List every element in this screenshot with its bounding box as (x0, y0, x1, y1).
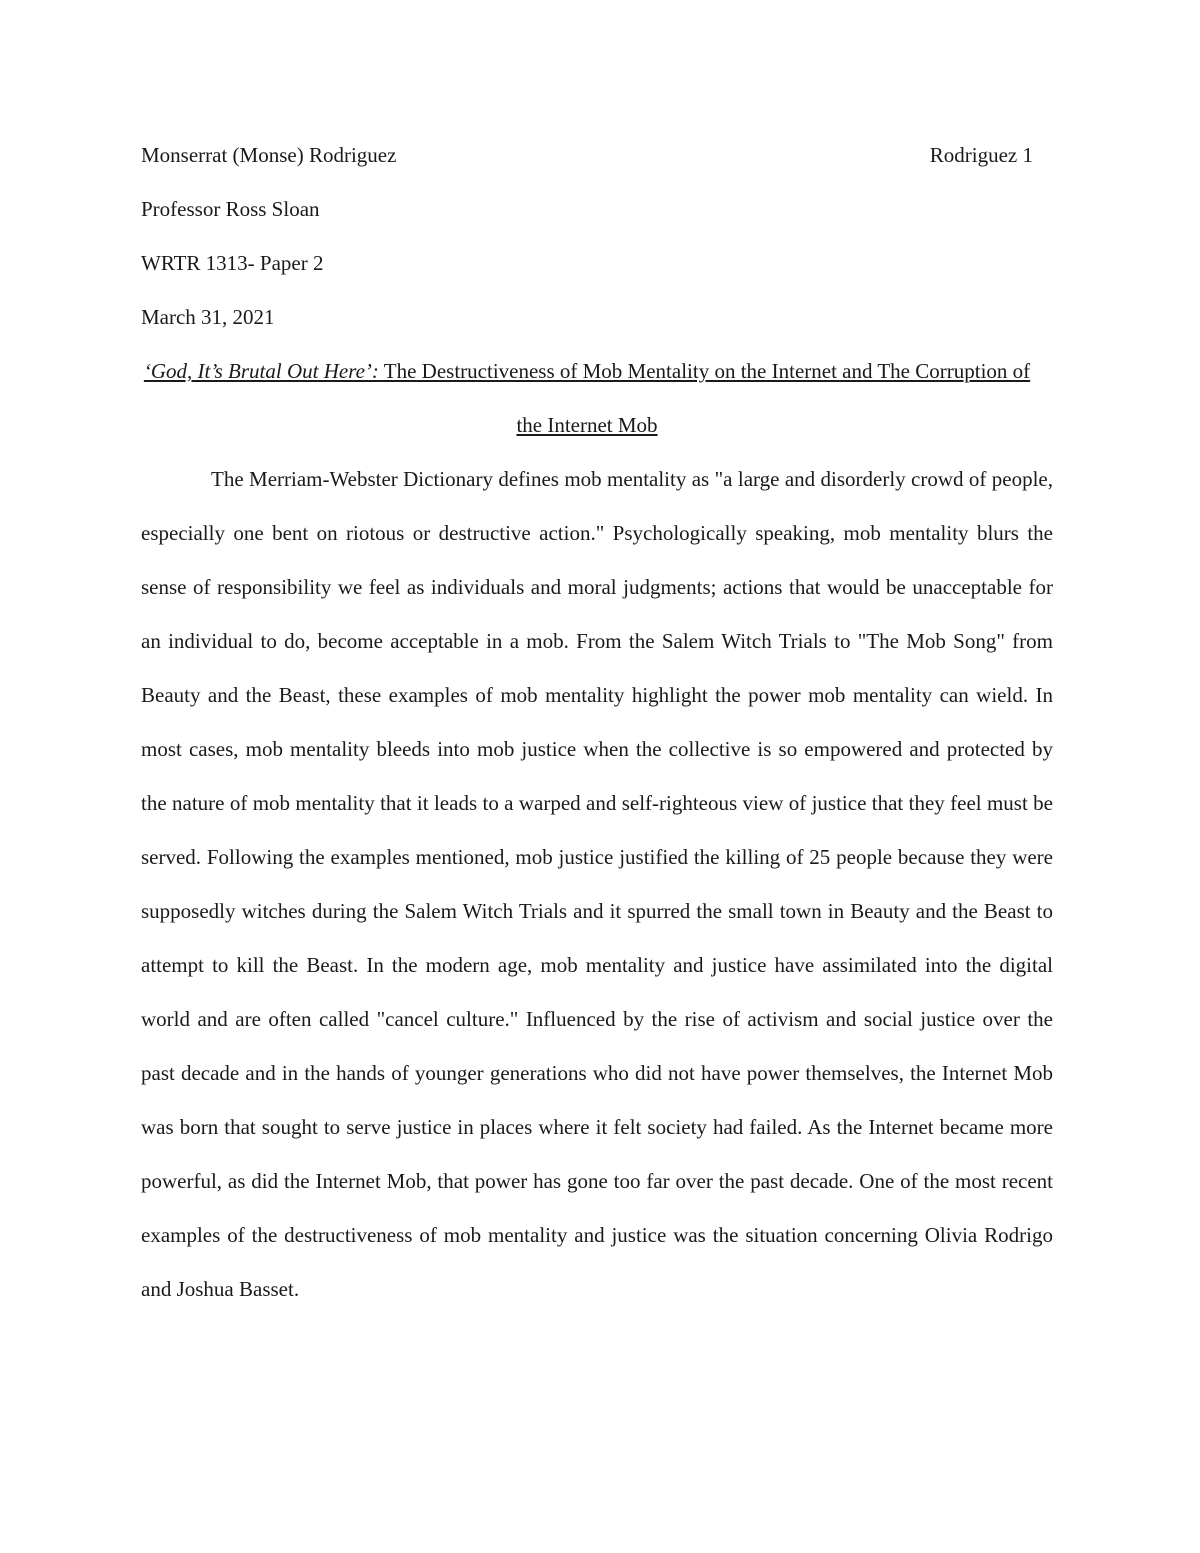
paper-title (141, 344, 1033, 452)
professor-name: Professor Ross Sloan (141, 197, 320, 221)
author-name: Monserrat (Monse) Rodriguez (141, 143, 397, 167)
body-paragraph: The Merriam-Webster Dictionary defines mob mentality as "a large and disorderly crowd of people, especially one bent on riotous or destructive action." Psychologically speaking, mob mentality blurs the sense of responsibility we feel as individuals and moral judgments; actions that would be unacceptable for an individual to do, become acceptable in a mob. From the Salem Witch Trials to "The Mob Song" from Beauty and the Beast, these examples of mob mentality highlight the power mob mentality can wield. In most cases, mob mentality bleeds into mob justice when the collective is so empowered and protected by the nature of mob mentality that it leads to a warped and self-righteous view of justice that they feel must be served. Following the examples mentioned, mob justice justified the killing of 25 people because they were supposedly witches during the Salem Witch Trials and it spurred the small town in Beauty and the Beast to attempt to kill the Beast. In the modern age, mob mentality and justice have assimilated into the digital world and are often called "cancel culture." Influenced by the rise of activism and social justice over the past decade and in the hands of younger generations who did not have power themselves, the Internet Mob was born that sought to serve justice in places where it felt society had failed. As the Internet became more powerful, as did the Internet Mob, that power has gone too far over the past decade. One of the most recent examples of the destructiveness of mob mentality and justice was the situation concerning Olivia Rodrigo and Joshua Basset. (141, 467, 1053, 1301)
submission-date: March 31, 2021 (141, 305, 275, 329)
header-row (141, 128, 1033, 182)
document-content (141, 128, 1060, 1316)
paper-title-italic: ‘God, It’s Brutal Out Here’: (143, 359, 379, 383)
course-info: WRTR 1313- Paper 2 (141, 251, 324, 275)
page-header-label: Rodriguez 1 (929, 143, 1033, 167)
paper-title-main: The Destructiveness of Mob Mentality on the Internet and The Corruption of the Internet Mob (378, 359, 1031, 437)
